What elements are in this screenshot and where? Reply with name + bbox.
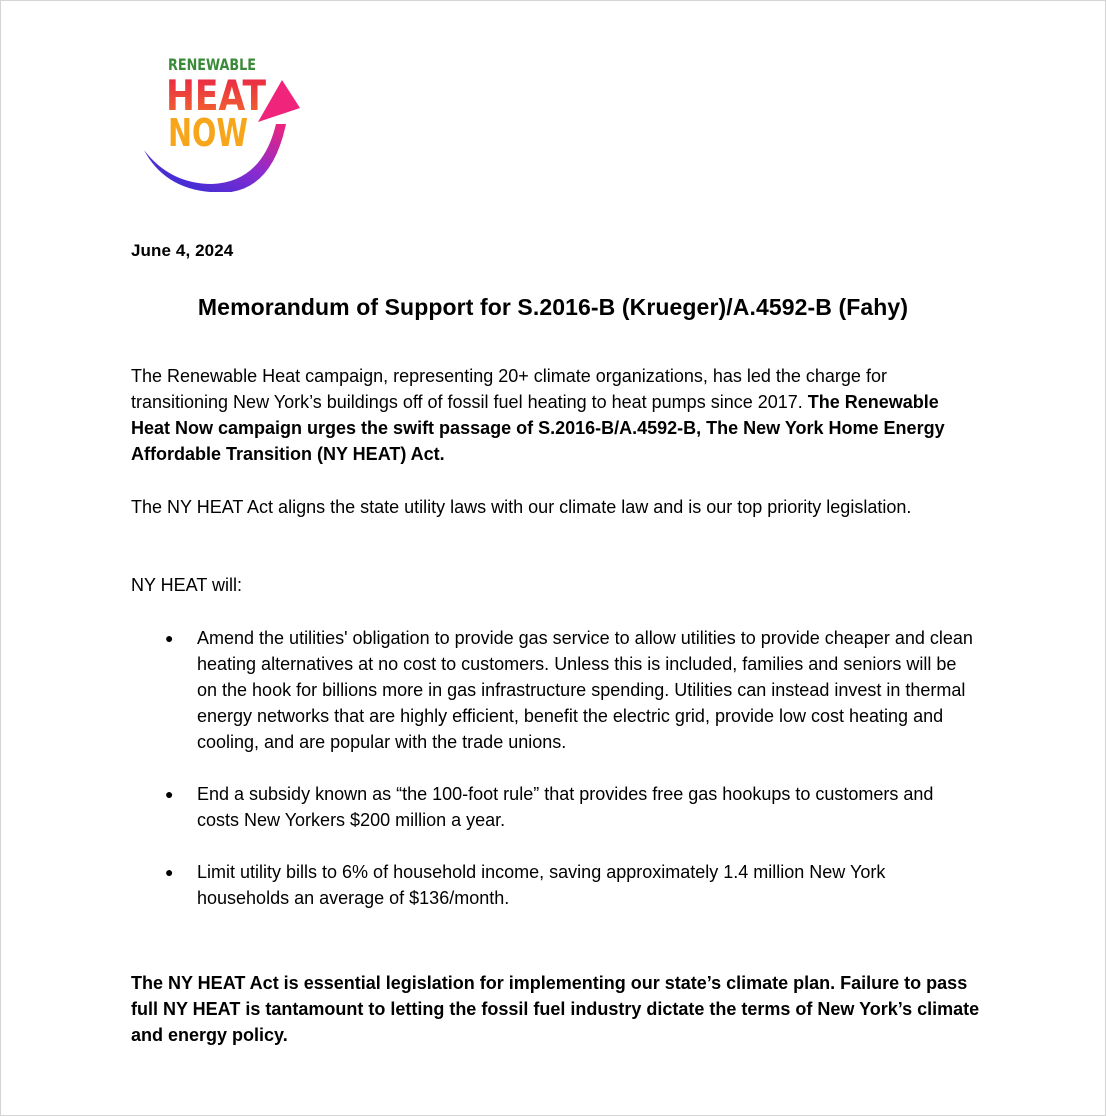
logo-heat: HEAT — [166, 71, 267, 120]
priority-paragraph: The NY HEAT Act aligns the state utility laws with our climate law and is our top priority legislation. — [131, 497, 912, 517]
logo-now: NOW — [168, 111, 248, 155]
closing-statement: The NY HEAT Act is essential legislation for implementing our state’s climate plan. Failure to pass full NY HEAT is tantamount to letting the fossil fuel industry dictate the terms of New York’s climate and energy policy. — [131, 973, 980, 1045]
bullet-icon: ● — [165, 864, 174, 880]
intro-paragraph — [131, 363, 981, 467]
list-item-text: End a subsidy known as “the 100-foot rule” that provides free gas hookups to customers and costs New Yorkers $200 million a year. — [197, 784, 934, 830]
list-item — [165, 859, 977, 911]
memo-date: June 4, 2024 — [131, 241, 234, 260]
list-item-text: Limit utility bills to 6% of household income, saving approximately 1.4 million New York households an average of $136/month. — [197, 862, 886, 908]
provisions-list — [0, 625, 1106, 937]
ny-heat-will-label: NY HEAT will: — [131, 575, 243, 595]
intro-text: The Renewable Heat campaign, representing 20+ climate organizations, has led the charge for transitioning New York’s buildings off of fossil fuel heating to heat pumps since 2017. — [131, 366, 887, 412]
list-item — [165, 781, 977, 833]
logo-renewable: RENEWABLE — [168, 55, 256, 74]
bullet-icon: ● — [165, 786, 174, 802]
intro-bold-text: The Renewable Heat Now campaign urges the swift passage of S.2016-B/A.4592-B, The New York Home Energy Affordable Transition (NY HEAT) Act. — [131, 392, 945, 464]
bullet-icon: ● — [165, 630, 174, 646]
memo-title: Memorandum of Support for S.2016-B (Krueger)/A.4592-B (Fahy) — [197, 294, 909, 320]
logo-graphic — [140, 52, 305, 192]
list-item — [165, 625, 977, 755]
list-item-text: Amend the utilities' obligation to provide gas service to allow utilities to provide cheaper and clean heating alternatives at no cost to customers. Unless this is included, families and seniors will be on the hook for billions more in gas infrastructure spending. Utilities can instead invest in thermal energy networks that are highly efficient, benefit the electric grid, provide low cost heating and cooling, and are popular with the trade unions. — [197, 628, 973, 752]
renewable-heat-now-logo — [140, 52, 305, 192]
